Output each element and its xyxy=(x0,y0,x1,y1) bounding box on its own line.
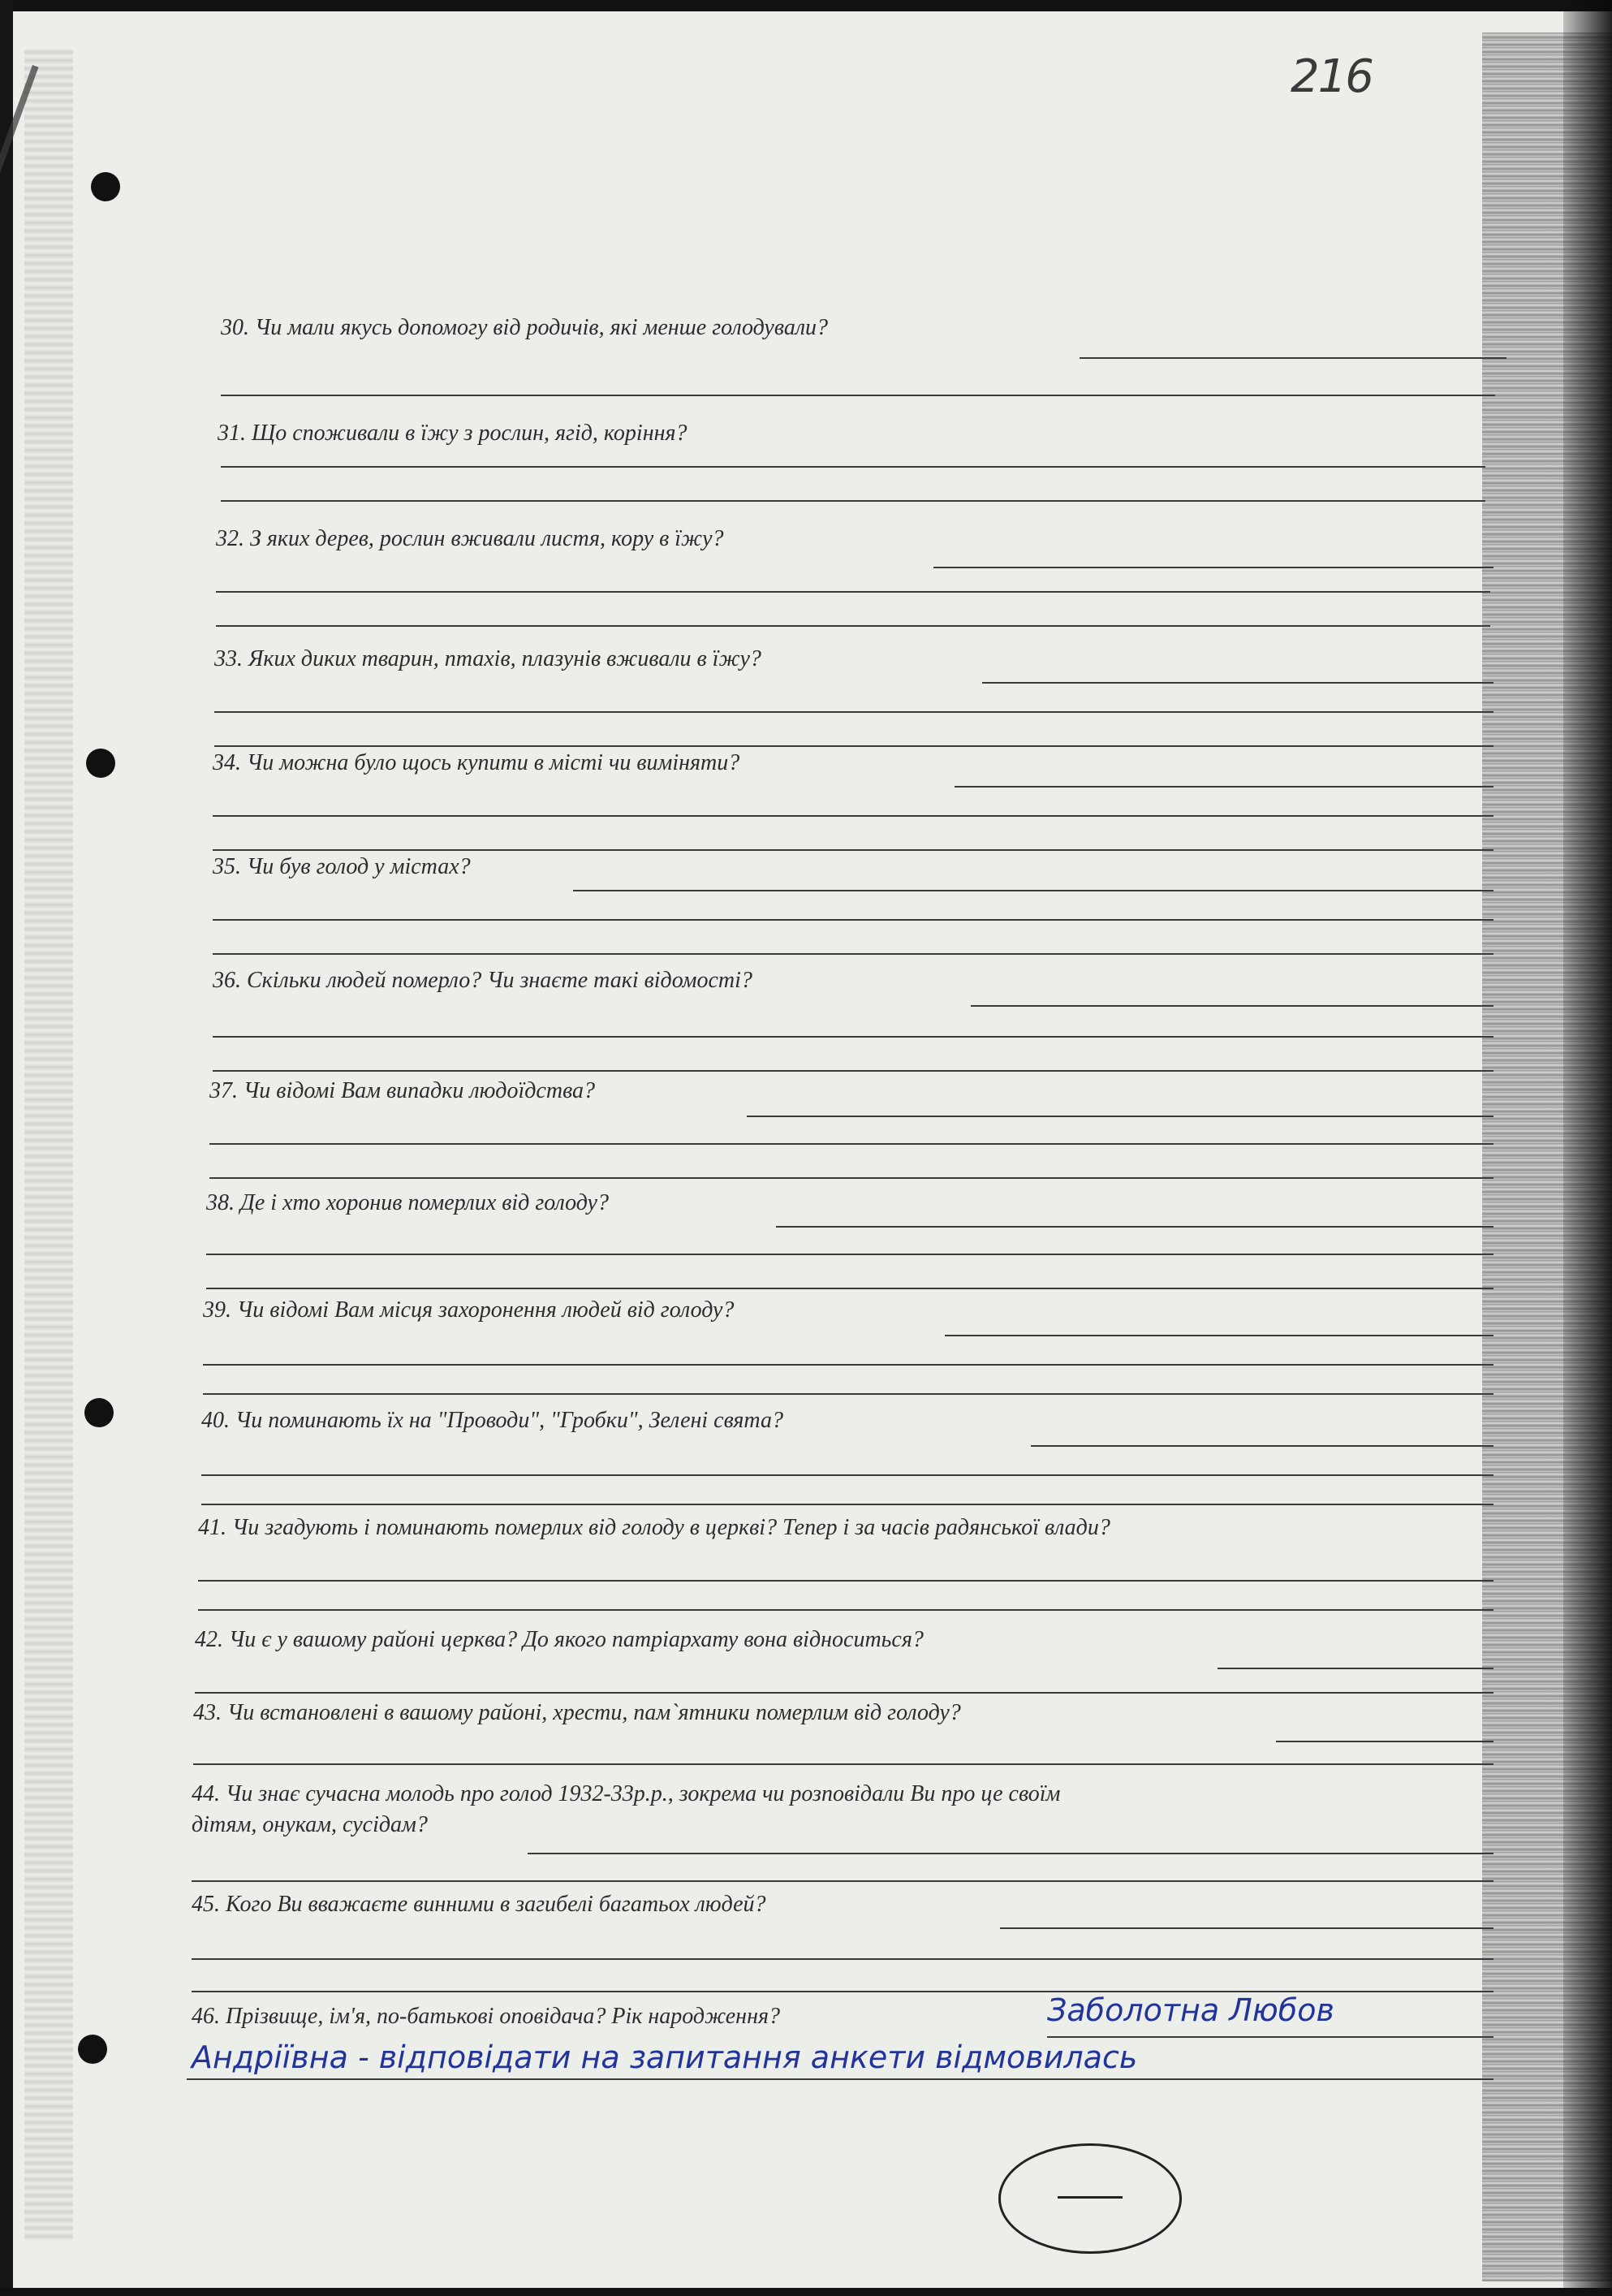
answer-line xyxy=(945,1335,1493,1336)
answer-line xyxy=(198,1609,1493,1611)
answer-line xyxy=(1047,2036,1493,2038)
answer-line xyxy=(221,466,1485,468)
answer-line xyxy=(203,1393,1493,1395)
answer-line xyxy=(201,1504,1493,1505)
question-46: 46. Прізвище, ім'я, по-батькові оповідача? Рік народження? xyxy=(192,2004,780,2029)
answer-line xyxy=(206,1254,1493,1255)
answer-line xyxy=(955,786,1493,788)
answer-line xyxy=(776,1226,1493,1228)
answer-line xyxy=(213,1070,1493,1072)
answer-line xyxy=(193,1763,1493,1765)
question-44-cont: дітям, онукам, сусідам? xyxy=(192,1812,428,1837)
scan-edge-top xyxy=(0,0,1612,11)
punch-hole xyxy=(86,749,115,778)
answer-line xyxy=(192,1880,1493,1882)
answer-line xyxy=(213,1036,1493,1038)
question-31: 31. Що споживали в їжу з рослин, ягід, коріння? xyxy=(218,421,687,446)
answer-line xyxy=(214,745,1493,747)
question-39: 39. Чи відомі Вам місця захоронення людей від голоду? xyxy=(203,1297,735,1323)
answer-line xyxy=(203,1364,1493,1366)
answer-line xyxy=(213,849,1493,851)
question-37: 37. Чи відомі Вам випадки людоїдства? xyxy=(209,1078,596,1103)
question-33: 33. Яких диких тварин, птахів, плазунів вживали в їжу? xyxy=(214,646,761,671)
question-38: 38. Де і хто хоронив померлих від голоду? xyxy=(206,1190,609,1215)
punch-hole xyxy=(78,2035,107,2064)
answer-line xyxy=(209,1143,1493,1145)
answer-line xyxy=(1080,357,1506,359)
answer-line xyxy=(528,1853,1493,1854)
handwritten-answer-line2: Андріївна - відповідати на запитання анкети відмовилась xyxy=(192,2039,1138,2075)
answer-line xyxy=(221,500,1485,502)
answer-line xyxy=(1031,1445,1493,1447)
answer-line xyxy=(221,395,1495,396)
answer-line xyxy=(213,953,1493,955)
answer-line xyxy=(192,1958,1493,1960)
scan-edge-bottom xyxy=(0,2288,1612,2296)
answer-line xyxy=(1276,1741,1493,1742)
answer-line xyxy=(573,890,1493,891)
question-43: 43. Чи встановлені в вашому районі, хрести, пам`ятники померлим від голоду? xyxy=(193,1700,961,1725)
punch-hole xyxy=(91,172,120,201)
question-35: 35. Чи був голод у містах? xyxy=(213,854,471,879)
punch-hole xyxy=(84,1398,114,1427)
answer-line xyxy=(206,1288,1493,1289)
question-45: 45. Кого Ви вважаєте винними в загибелі багатьох людей? xyxy=(192,1892,766,1917)
answer-line xyxy=(982,682,1493,684)
answer-line xyxy=(201,1474,1493,1476)
question-44: 44. Чи знає сучасна молодь про голод 1932-33р.р., зокрема чи розповідали Ви про це своїм xyxy=(192,1781,1061,1806)
scan-edge-right xyxy=(1563,0,1612,2296)
scan-edge-left xyxy=(0,0,13,2296)
question-36: 36. Скільки людей померло? Чи знаєте такі відомості? xyxy=(213,968,752,993)
question-34: 34. Чи можна було щось купити в місті чи виміняти? xyxy=(213,750,740,775)
scan-noise-left xyxy=(24,49,73,2241)
question-40: 40. Чи поминають їх на "Проводи", "Гробки", Зелені свята? xyxy=(201,1408,783,1433)
answer-line xyxy=(213,815,1493,817)
answer-line xyxy=(214,711,1493,713)
answer-line xyxy=(195,1692,1493,1694)
page-number: 216 xyxy=(1291,50,1373,103)
answer-line xyxy=(216,591,1490,593)
answer-line xyxy=(747,1116,1493,1117)
answer-line xyxy=(1218,1668,1493,1669)
answer-line xyxy=(187,2078,1493,2080)
answer-line xyxy=(933,567,1493,568)
handwritten-answer-line1: Заболотна Любов xyxy=(1047,1992,1334,2028)
question-32: 32. З яких дерев, рослин вживали листя, кору в їжу? xyxy=(216,526,724,551)
answer-line xyxy=(971,1005,1493,1007)
answer-line xyxy=(198,1580,1493,1582)
question-41: 41. Чи згадують і поминають померлих від голоду в церкві? Тепер і за часів радянської влади? xyxy=(198,1515,1110,1540)
question-42: 42. Чи є у вашому районі церква? До якого патріархату вона відноситься? xyxy=(195,1627,924,1652)
answer-line xyxy=(1000,1927,1493,1929)
answer-line xyxy=(209,1177,1493,1179)
question-30: 30. Чи мали якусь допомогу від родичів, які менше голодували? xyxy=(221,315,829,340)
signature-mark xyxy=(998,2143,1182,2254)
answer-line xyxy=(213,919,1493,921)
answer-line xyxy=(216,625,1490,627)
